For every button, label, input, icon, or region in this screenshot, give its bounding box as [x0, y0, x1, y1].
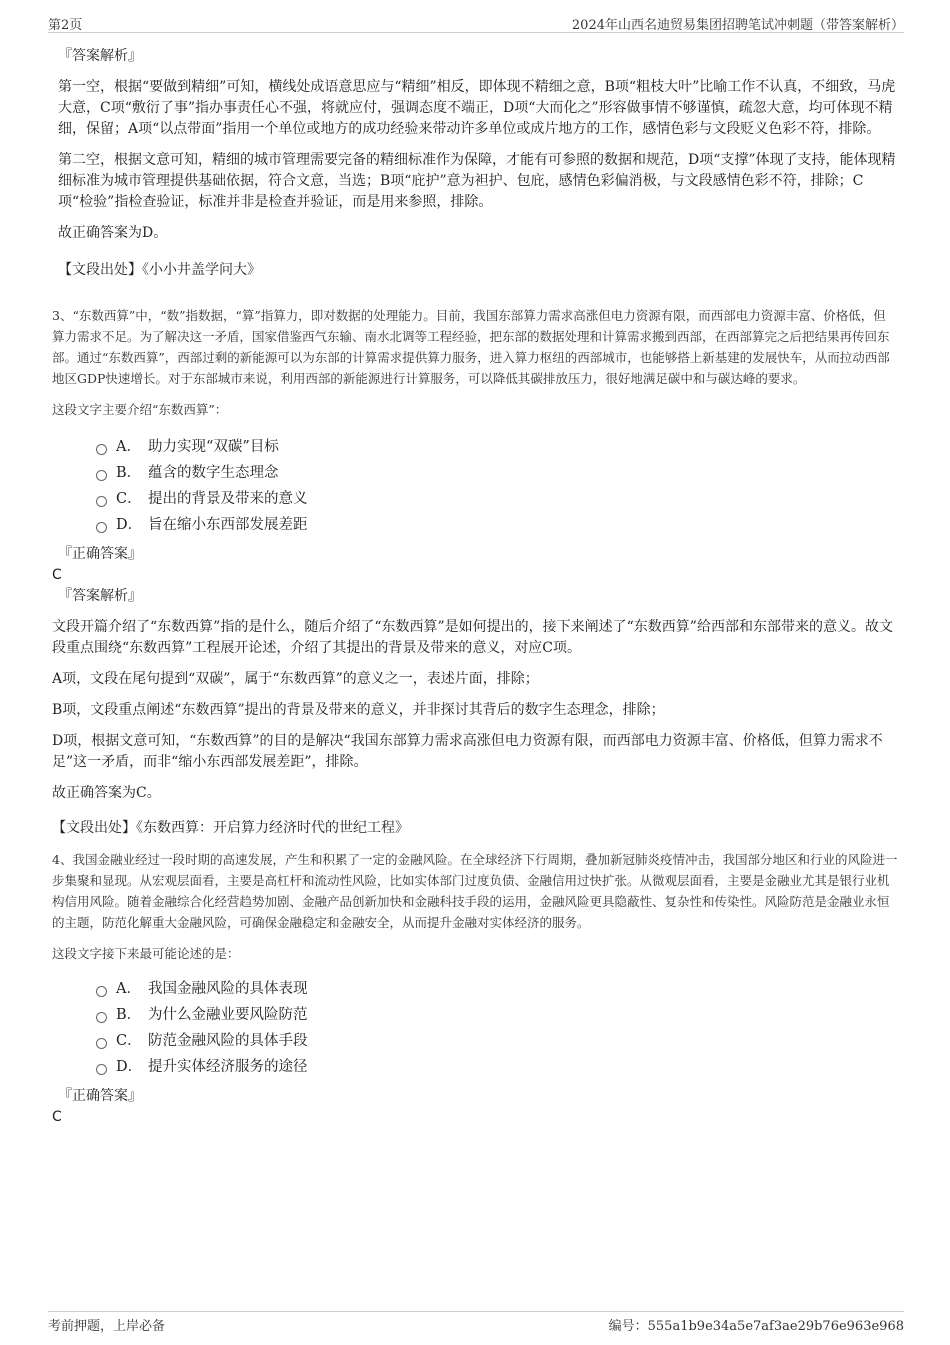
q3-answer: C	[52, 567, 62, 583]
document-title: 2024年山西名迪贸易集团招聘笔试冲刺题（带答案解析）	[571, 18, 904, 33]
radio-icon[interactable]	[96, 1064, 107, 1075]
q2-analysis-para-1: 第一空，根据“要做到精细”可知，横线处成语意思应与“精细”相反，即体现不精细之意，B项“粗枝大叶”比喻工作不认真，不细致，马虎大意，C项“敷衍了事”指办事责任心不强，将就应付，强调态度不端正，D项“大而化之”形容做事情不够谨慎，疏忽大意，均可体现不精细，保留；A项“以点带面”指用一个单位或地方的成功经验来带动许多单位或成片地方的工作，感情色彩与文段贬义色彩不符，排除。	[58, 79, 896, 137]
q3-stem: 3、“东数西算”中，“数”指数据，“算”指算力，即对数据的处理能力。目前，我国东部算力需求高涨但电力资源有限，而西部电力资源丰富、价格低，但算力需求不足。为了解决这一矛盾，国家借鉴西气东输、南水北调等工程经验，把东部的数据处理和计算需求搬到西部，在西部算完之后把结果再传回东部。通过“东数西算”，西部过剩的新能源可以为东部的计算需求提供算力服务，进入算力枢纽的西部城市，也能够搭上新基建的发展快车，从而拉动西部地区GDP快速增长。对于东部城市来说，利用西部的新能源进行计算服务，可以降低其碳排放压力，很好地满足碳中和与碳达峰的要求。	[52, 308, 890, 386]
radio-icon[interactable]	[96, 1012, 107, 1023]
q4-question: 这段文字接下来最可能论述的是：	[52, 946, 240, 961]
q3-analysis-para-3: B项，文段重点阐述“东数西算”提出的背景及带来的意义，并非探讨其背后的数字生态理念，排除；	[52, 702, 665, 718]
radio-icon[interactable]	[96, 986, 107, 997]
q2-source: 【文段出处】《小小井盖学问大》	[58, 262, 261, 278]
radio-icon[interactable]	[96, 470, 107, 481]
radio-icon[interactable]	[96, 444, 107, 455]
q3-option-b[interactable]: B． 蕴含的数字生态理念	[52, 460, 898, 486]
q3-analysis-para-1: 文段开篇介绍了“东数西算”指的是什么，随后介绍了“东数西算”是如何提出的，接下来阐述了“东数西算”给西部和东部带来的意义。故文段重点围绕“东数西算”工程展开论述，介绍了其提出的背景及带来的意义，对应C项。	[52, 619, 893, 656]
radio-icon[interactable]	[96, 496, 107, 507]
q2-analysis-label: 『答案解析』	[58, 48, 142, 64]
q3-analysis-para-2: A项，文段在尾句提到“双碳”，属于“东数西算”的意义之一，表述片面，排除；	[52, 671, 539, 687]
radio-icon[interactable]	[96, 1038, 107, 1049]
q2-analysis-para-3: 故正确答案为D。	[58, 225, 168, 241]
page-header	[48, 14, 904, 33]
q3-question: 这段文字主要介绍“东数西算”：	[52, 402, 228, 417]
q3-option-c[interactable]: C． 提出的背景及带来的意义	[52, 486, 898, 512]
q4-option-c[interactable]: C． 防范金融风险的具体手段	[52, 1028, 898, 1054]
q3-answer-label: 『正确答案』	[58, 546, 142, 562]
q3-source: 【文段出处】《东数西算：开启算力经济时代的世纪工程》	[52, 820, 409, 836]
q2-analysis-para-2: 第二空，根据文意可知，精细的城市管理需要完备的精细标准作为保障，才能有可参照的数据和规范，D项“支撑”体现了支持，能体现精细标准为城市管理提供基础依据，符合文意，当选；B项“庇护”意为袒护、包庇，感情色彩偏消极，与文段感情色彩不符，排除；C项“检验”指检查验证，标准并非是检查并验证，而是用来参照，排除。	[58, 152, 896, 210]
document-body	[52, 46, 898, 1128]
q4-options	[52, 976, 898, 1080]
radio-icon[interactable]	[96, 522, 107, 533]
document-id: 编号：555a1b9e34a5e7af3ae29b76e963e968	[608, 1319, 904, 1334]
q3-analysis-para-4: D项，根据文意可知，“东数西算”的目的是解决“我国东部算力需求高涨但电力资源有限，而西部电力资源丰富、价格低，但算力需求不足”这一矛盾，而非“缩小东西部发展差距”，排除。	[52, 733, 883, 770]
q3-options	[52, 434, 898, 538]
q3-analysis-para-5: 故正确答案为C。	[52, 785, 161, 801]
q4-option-b[interactable]: B． 为什么金融业要风险防范	[52, 1002, 898, 1028]
page-footer	[48, 1311, 904, 1336]
q3-option-d[interactable]: D． 旨在缩小东西部发展差距	[52, 512, 898, 538]
footer-slogan: 考前押题，上岸必备	[48, 1319, 166, 1334]
q3-analysis-label: 『答案解析』	[58, 588, 142, 604]
q4-stem: 4、我国金融业经过一段时期的高速发展，产生和积累了一定的金融风险。在全球经济下行周期，叠加新冠肺炎疫情冲击，我国部分地区和行业的风险进一步集聚和显现。从宏观层面看，主要是高杠杆和流动性风险，比如实体部门过度负债、金融信用过快扩张。从微观层面看，主要是金融业尤其是银行业机构信用风险。随着金融综合化经营趋势加剧、金融产品创新加快和金融科技手段的运用，金融风险更具隐蔽性、复杂性和传染性。风险防范是金融业永恒的主题，防范化解重大金融风险，可确保金融稳定和金融安全，从而提升金融对实体经济的服务。	[52, 852, 898, 930]
q4-answer-label: 『正确答案』	[58, 1088, 142, 1104]
page-number: 第2页	[48, 18, 83, 33]
q4-option-d[interactable]: D． 提升实体经济服务的途径	[52, 1054, 898, 1080]
q4-option-a[interactable]: A． 我国金融风险的具体表现	[52, 976, 898, 1002]
q3-option-a[interactable]: A． 助力实现“双碳”目标	[52, 434, 898, 460]
q4-answer: C	[52, 1109, 62, 1125]
